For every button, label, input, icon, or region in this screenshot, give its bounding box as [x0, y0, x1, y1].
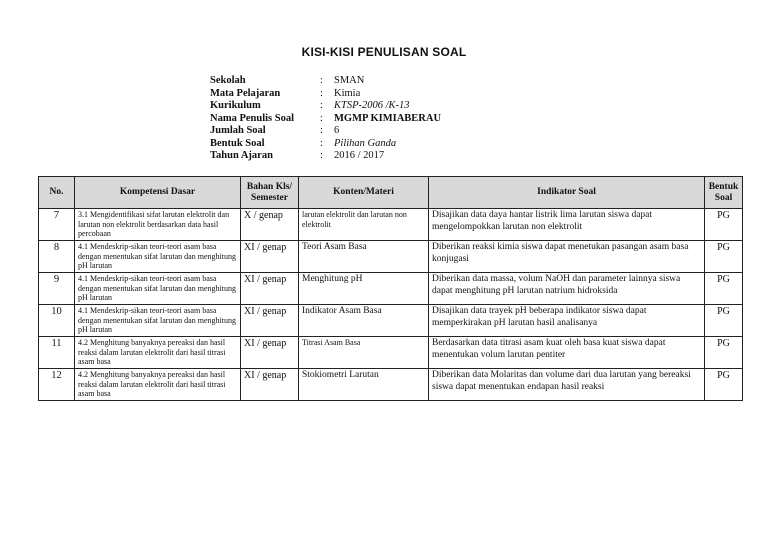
cell-konten: Stokiometri Larutan: [299, 369, 429, 401]
cell-bentuk-soal: PG: [705, 305, 743, 337]
cell-bentuk-soal: PG: [705, 209, 743, 241]
header-konten: Konten/Materi: [299, 177, 429, 209]
meta-value: MGMP KIMIABERAU: [334, 112, 442, 124]
cell-bahan: XI / genap: [241, 273, 299, 305]
document-title: KISI-KISI PENULISAN SOAL: [301, 45, 467, 59]
cell-indikator: Disajikan data daya hantar listrik lima larutan siswa dapat mengelompokkan larutan non elektrolit: [429, 209, 705, 241]
header-kompetensi-dasar: Kompetensi Dasar: [75, 177, 241, 209]
cell-no: 7: [39, 209, 75, 241]
table-row: [39, 241, 743, 273]
table-row: [39, 369, 743, 401]
header-no: No.: [39, 177, 75, 209]
header-bentuk-soal: Bentuk Soal: [705, 177, 743, 209]
kisi-kisi-table: [38, 176, 743, 401]
meta-value: SMAN: [334, 75, 365, 86]
meta-row: [210, 138, 441, 151]
cell-kompetensi-dasar: 4.1 Mendeskrip-sikan teori-teori asam basa dengan menentukan sifat larutan dan menghitung pH larutan: [75, 241, 241, 273]
meta-row: [210, 88, 441, 101]
cell-kompetensi-dasar: 4.2 Menghitung banyaknya pereaksi dan hasil reaksi dalam larutan elektrolit dari hasil titrasi asam basa: [75, 337, 241, 369]
cell-indikator: Disajikan data trayek pH beberapa indikator siswa dapat memperkirakan pH larutan hasil analisanya: [429, 305, 705, 337]
table-row: [39, 305, 743, 337]
cell-no: 8: [39, 241, 75, 273]
meta-info: [210, 75, 441, 163]
cell-konten: Teori Asam Basa: [299, 241, 429, 273]
meta-separator: :: [320, 87, 323, 99]
cell-kompetensi-dasar: 3.1 Mengidentifikasi sifat larutan elektrolit dan larutan non elektrolit berdasarkan data hasil percobaan: [75, 209, 241, 241]
meta-row: [210, 150, 441, 163]
cell-kompetensi-dasar: 4.2 Menghitung banyaknya pereaksi dan hasil reaksi dalam larutan elektrolit dari hasil titrasi asam basa: [75, 369, 241, 401]
cell-kompetensi-dasar: 4.1 Mendeskrip-sikan teori-teori asam basa dengan menentukan sifat larutan dan menghitung pH larutan: [75, 305, 241, 337]
cell-bahan: XI / genap: [241, 337, 299, 369]
meta-separator: :: [320, 137, 323, 149]
meta-label: Tahun Ajaran: [210, 150, 273, 161]
meta-label: Kurikulum: [210, 100, 261, 111]
cell-no: 9: [39, 273, 75, 305]
table-row: [39, 337, 743, 369]
meta-label: Nama Penulis Soal: [210, 112, 295, 124]
cell-bentuk-soal: PG: [705, 369, 743, 401]
cell-bahan: X / genap: [241, 209, 299, 241]
cell-no: 11: [39, 337, 75, 369]
meta-separator: :: [320, 75, 323, 86]
cell-bahan: XI / genap: [241, 241, 299, 273]
cell-bentuk-soal: PG: [705, 337, 743, 369]
meta-label: Bentuk Soal: [210, 137, 265, 149]
meta-label: Jumlah Soal: [210, 125, 266, 136]
meta-value: 6: [334, 125, 340, 136]
cell-indikator: Diberikan data Molaritas dan volume dari dua larutan yang bereaksi siswa dapat menentukan endapan hasil reaksi: [429, 369, 705, 401]
cell-konten: Menghitung pH: [299, 273, 429, 305]
cell-bahan: XI / genap: [241, 369, 299, 401]
meta-row: [210, 100, 441, 113]
meta-value: 2016 / 2017: [334, 150, 385, 161]
meta-separator: :: [320, 112, 323, 124]
cell-no: 12: [39, 369, 75, 401]
meta-separator: :: [320, 100, 323, 111]
meta-row: [210, 125, 441, 138]
meta-label: Mata Pelajaran: [210, 87, 281, 99]
cell-konten: larutan elektrolit dan larutan non elektrolit: [299, 209, 429, 241]
cell-konten: Indikator Asam Basa: [299, 305, 429, 337]
cell-bentuk-soal: PG: [705, 273, 743, 305]
meta-label: Sekolah: [210, 75, 246, 86]
cell-bahan: XI / genap: [241, 305, 299, 337]
cell-indikator: Berdasarkan data titrasi asam kuat oleh basa kuat siswa dapat menentukan volum larutan pentiter: [429, 337, 705, 369]
cell-konten: Titrasi Asam Basa: [299, 337, 429, 369]
cell-bentuk-soal: PG: [705, 241, 743, 273]
table-row: [39, 209, 743, 241]
meta-separator: :: [320, 125, 323, 136]
meta-value: KTSP-2006 /K-13: [334, 100, 410, 111]
cell-indikator: Diberikan data massa, volum NaOH dan parameter lainnya siswa dapat menghitung pH larutan natrium hidroksida: [429, 273, 705, 305]
cell-no: 10: [39, 305, 75, 337]
meta-value: Kimia: [334, 87, 361, 99]
cell-kompetensi-dasar: 4.1 Mendeskrip-sikan teori-teori asam basa dengan menentukan sifat larutan dan menghitung pH larutan: [75, 273, 241, 305]
table-row: [39, 273, 743, 305]
cell-indikator: Diberikan reaksi kimia siswa dapat menetukan pasangan asam basa konjugasi: [429, 241, 705, 273]
meta-value: Pilihan Ganda: [334, 137, 397, 149]
header-indikator: Indikator Soal: [429, 177, 705, 209]
meta-row: [210, 113, 441, 126]
meta-separator: :: [320, 150, 323, 161]
meta-row: [210, 75, 441, 88]
header-bahan: Bahan Kls/ Semester: [241, 177, 299, 209]
